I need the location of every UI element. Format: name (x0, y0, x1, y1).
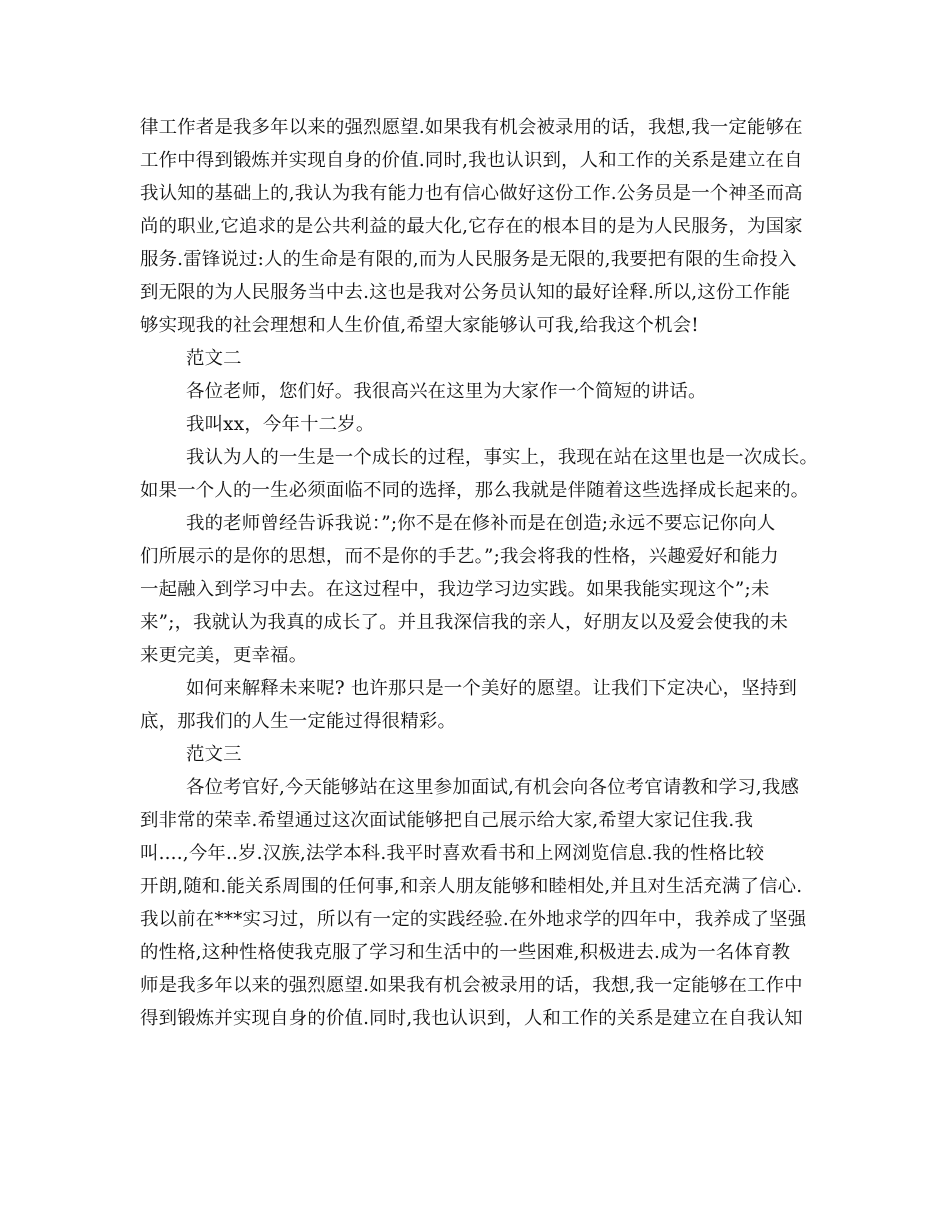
text-line: 来更完美，更幸福。 (140, 645, 308, 666)
text-line: 各位老师，您们好。我很高兴在这里为大家作一个简短的讲话。 (186, 381, 707, 402)
text-line: 到非常的荣幸.希望通过这次面试能够把自己展示给大家,希望大家记住我.我 (140, 810, 754, 831)
text-line: 一起融入到学习中去。在这过程中，我边学习边实践。如果我能实现这个”;未 (140, 579, 770, 600)
text-line: 我认知的基础上的,我认为我有能力也有信心做好这份工作.公务员是一个神圣而高 (140, 183, 803, 204)
text-line: 范文三 (186, 744, 242, 765)
text-line: 我叫xx，今年十二岁。 (186, 414, 375, 435)
text-line: 得到锻炼并实现自身的价值.同时,我也认识到，人和工作的关系是建立在自我认知 (140, 1008, 803, 1029)
text-line: 服务.雷锋说过:人的生命是有限的,而为人民服务是无限的,我要把有限的生命投入 (140, 249, 797, 270)
text-line: 尚的职业,它追求的是公共利益的最大化,它存在的根本目的是为人民服务，为国家 (140, 216, 803, 237)
text-line: 叫....,今年..岁.汉族,法学本科.我平时喜欢看书和上网浏览信息.我的性格比较 (140, 843, 765, 864)
text-line: 我的老师曾经告诉我说：”;你不是在修补而是在创造;永远不要忘记你向人 (186, 513, 776, 534)
text-line: 底，那我们的人生一定能过得很精彩。 (140, 711, 457, 732)
text-line: 师是我多年以来的强烈愿望.如果我有机会被录用的话，我想,我一定能够在工作中 (140, 975, 803, 996)
text-line: 我以前在***实习过，所以有一定的实践经验.在外地求学的四年中，我养成了坚强 (140, 909, 807, 930)
text-line: 们所展示的是你的思想，而不是你的手艺。”;我会将我的性格，兴趣爱好和能力 (140, 546, 779, 567)
text-line: 够实现我的社会理想和人生价值,希望大家能够认可我,给我这个机会! (140, 315, 699, 336)
text-line: 工作中得到锻炼并实现自身的价值.同时,我也认识到，人和工作的关系是建立在自 (140, 150, 803, 171)
text-line: 律工作者是我多年以来的强烈愿望.如果我有机会被录用的话，我想,我一定能够在 (140, 117, 803, 138)
text-line: 范文二 (186, 348, 242, 369)
text-line: 各位考官好,今天能够站在这里参加面试,有机会向各位考官请教和学习,我感 (186, 777, 800, 798)
document-body (140, 111, 826, 1035)
text-line: 开朗,随和.能关系周围的任何事,和亲人朋友能够和睦相处,并且对生活充满了信心. (140, 876, 803, 897)
text-line: 来”;，我就认为我真的成长了。并且我深信我的亲人，好朋友以及爱会使我的未 (140, 612, 789, 633)
text-line: 如果一个人的一生必须面临不同的选择，那么我就是伴随着这些选择成长起来的。 (140, 480, 810, 501)
text-line: 如何来解释未来呢? 也许那只是一个美好的愿望。让我们下定决心，坚持到 (186, 678, 798, 699)
text-line: 到无限的为人民服务当中去.这也是我对公务员认知的最好诠释.所以,这份工作能 (140, 282, 791, 303)
text-line: 的性格,这种性格使我克服了学习和生活中的一些困难,积极进去.成为一名体育教 (140, 942, 791, 963)
text-line: 我认为人的一生是一个成长的过程，事实上，我现在站在这里也是一次成长。 (186, 447, 819, 468)
